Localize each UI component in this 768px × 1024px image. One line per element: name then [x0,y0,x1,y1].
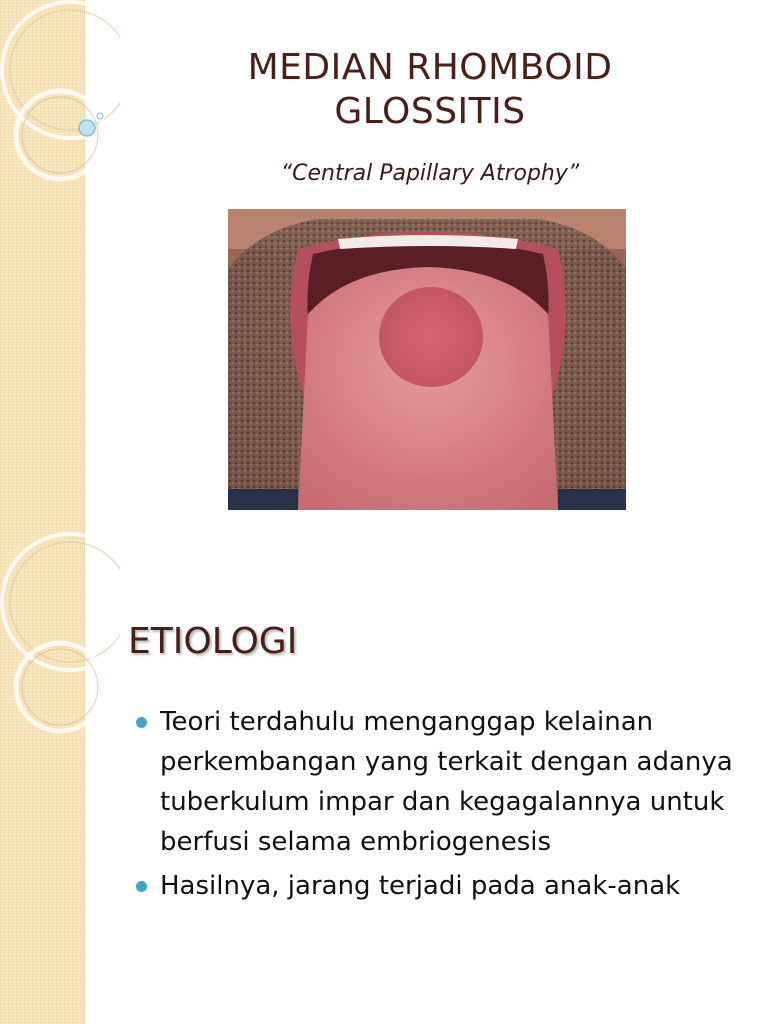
list-item [136,702,756,862]
slide-title [120,46,740,134]
slide-subtitle: “Central Papillary Atrophy” [280,161,580,186]
bullet-list [136,702,756,910]
bullet-dot-icon [136,881,147,892]
list-item [136,866,756,906]
decorative-sidebar [0,0,85,512]
bullet-dot-icon [136,717,147,728]
sidebar-ring-decoration [0,0,120,512]
title-line-1: MEDIAN RHOMBOID [247,47,613,88]
section-heading: ETIOLOGI [128,621,298,662]
sidebar-ring-decoration [0,512,120,1024]
title-line-2: GLOSSITIS [334,91,526,132]
slide-2 [0,512,768,1024]
tongue-photo [228,209,626,510]
decorative-sidebar [0,512,85,1024]
bullet-text: Hasilnya, jarang terjadi pada anak-anak [160,871,681,901]
bullet-text: Teori terdahulu menganggap kelainan perkembangan yang terkait dengan adanya tuberkulum impar dan kegagalannya untuk berfusi selama embriogenesis [160,707,733,857]
